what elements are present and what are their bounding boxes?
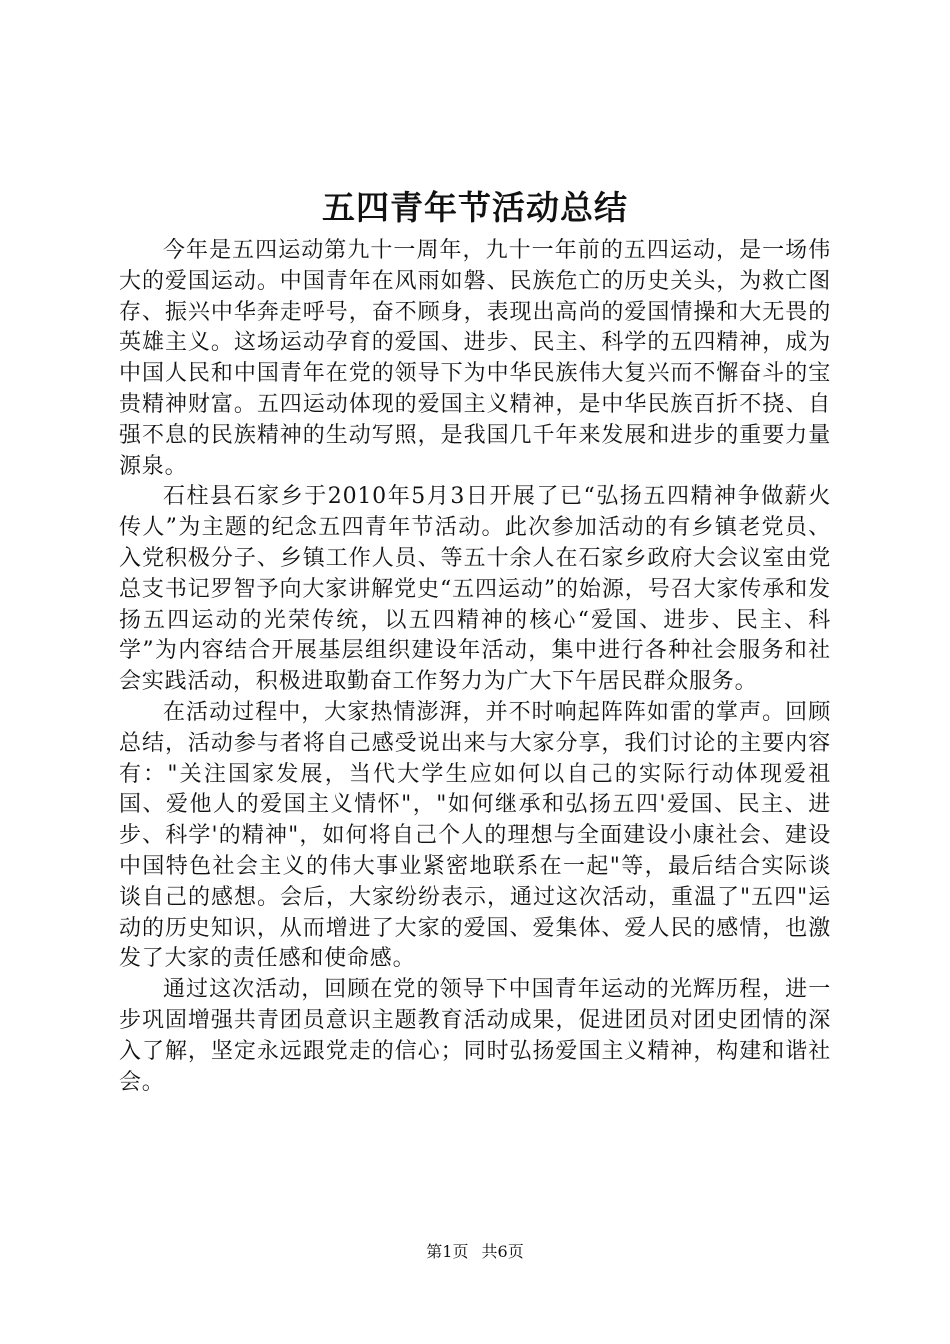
- paragraph: 今年是五四运动第九十一周年，九十一年前的五四运动，是一场伟大的爱国运动。中国青年在风雨如磐、民族危亡的历史关头，为救亡图存、振兴中华奔走呼号，奋不顾身，表现出高尚的爱国情操和大无畏的英雄主义。这场运动孕育的爱国、进步、民主、科学的五四精神，成为中国人民和中国青年在党的领导下为中华民族伟大复兴而不懈奋斗的宝贵精神财富。五四运动体现的爱国主义精神，是中华民族百折不挠、自强不息的民族精神的生动写照，是我国几千年来发展和进步的重要力量源泉。: [119, 238, 831, 479]
- paragraph: 石柱县石家乡于2010年5月3日开展了已“弘扬五四精神争做薪火传人”为主题的纪念五四青年节活动。此次参加活动的有乡镇老党员、入党积极分子、乡镇工作人员、等五十余人在石家乡政府大会议室由党总支书记罗智予向大家讲解党史“五四运动”的始源，号召大家传承和发扬五四运动的光荣传统，以五四精神的核心“爱国、进步、民主、科学”为内容结合开展基层组织建设年活动，集中进行各种社会服务和社会实践活动，积极进取勤奋工作努力为广大下午居民群众服务。: [119, 484, 831, 695]
- page-footer: [0, 1240, 950, 1264]
- paragraph: 在活动过程中，大家热情澎湃，并不时响起阵阵如雷的掌声。回顾总结，活动参与者将自己感受说出来与大家分享，我们讨论的主要内容有："关注国家发展，当代大学生应如何以自己的实际行动体现爱祖国、爱他人的爱国主义情怀"，"如何继承和弘扬五四'爱国、民主、进步、科学'的精神"，如何将自己个人的理想与全面建设小康社会、建设中国特色社会主义的伟大事业紧密地联系在一起"等，最后结合实际谈谈自己的感想。会后，大家纷纷表示，通过这次活动，重温了"五四"运动的历史知识，从而增进了大家的爱国、爱集体、爱人民的感情，也激发了大家的责任感和使命感。: [119, 699, 831, 972]
- page-total: 共6页: [481, 1242, 524, 1261]
- paragraph: 通过这次活动，回顾在党的领导下中国青年运动的光辉历程，进一步巩固增强共青团员意识主题教育活动成果，促进团员对团史团情的深入了解，坚定永远跟党走的信心；同时弘扬爱国主义精神，构建和谐社会。: [119, 977, 831, 1095]
- page-number: 第1页: [426, 1242, 469, 1261]
- document-body: [119, 236, 831, 1098]
- document-title: 五四青年节活动总结: [322, 188, 628, 227]
